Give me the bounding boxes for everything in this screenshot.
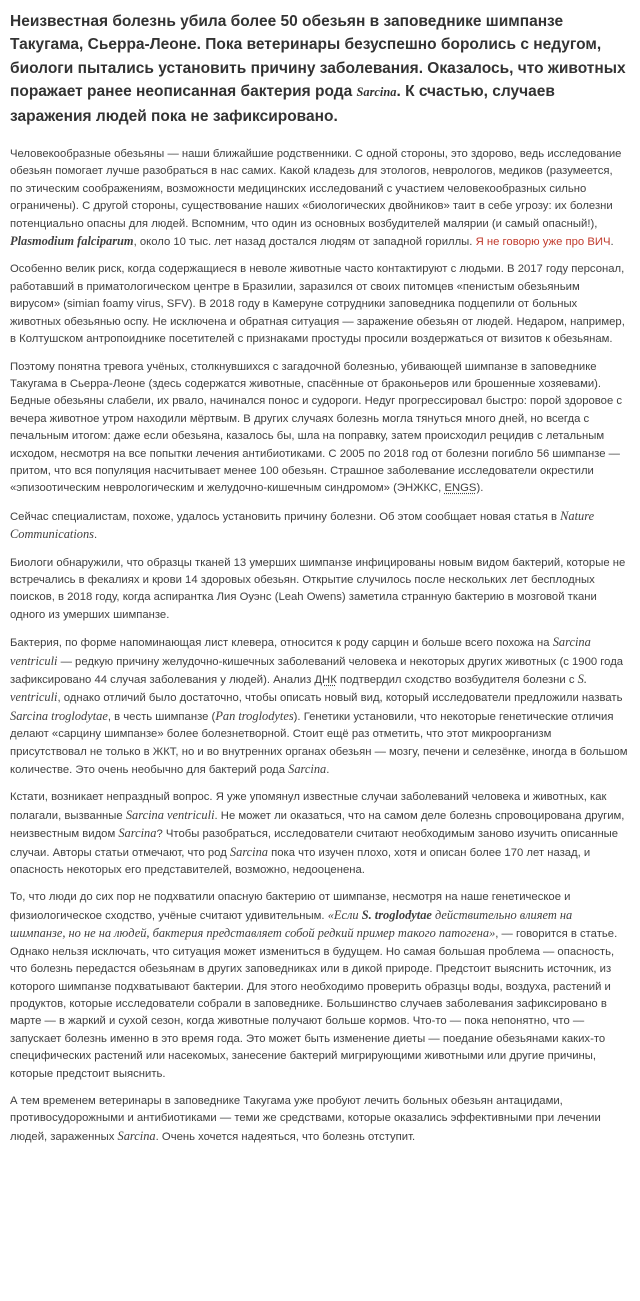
dna-abbreviation[interactable]: ДНК bbox=[314, 674, 337, 686]
quote: «Если S. troglodytae действительно влияет на шимпанзе, но не на людей, бактерия представляет собой редкий пример такого патогена» bbox=[10, 907, 573, 941]
paragraph-4: Сейчас специалистам, похоже, удалось установить причину болезни. Об этом сообщает новая статья в Nature Communications. bbox=[10, 508, 595, 542]
paragraph-2: Особенно велик риск, когда содержащиеся в неволе животные часто контактируют с людьми. В 2017 году персонал, работавший в приматологическом центре в Бразилии, заразился от своих питомцев «пенистым обезьяньим вирусом» (simian foamy virus, SFV). В 2018 году в Камеруне сотрудники заповедника подцепили от больных животных обезьянью оспу. Не исключена и обратная ситуация — заражение обезьян от людей. Недаром, например, в Колтушском антропоиднике посетителей с признаками простуды просили воздержаться от визитов к обезьянам. bbox=[10, 263, 625, 346]
lead-paragraph bbox=[10, 10, 628, 128]
paragraph-3: Поэтому понятна тревога учёных, столкнувшихся с загадочной болезнью, убивающей шимпанзе в заповеднике Такугама в Сьерра-Леоне (здесь содержатся животные, спасённые от браконьеров или брошенные хозяевами). Бедные обезьяны слабели, их рвало, начинался понос и судороги. Недуг прогрессировал быстро: порой здоровое с вечера животное утром находили мёртвым. В других случаях болезнь могла тянуться много дней, но всегда с печальным итогом: даже если обезьяна, казалось бы, шла на поправку, затем происходил рецидив с летальным исходом, несмотря на все попытки лечения антибиотиками. С 2005 по 2018 год от болезни погибло 56 шимпанзе — притом, что вся популяция насчитывает менее 100 обезьян. Страшное заболевание исследователи окрестили «эпизоотическим неврологическим и желудочно-кишечным синдромом» (ЭНЖКС, ENGS). bbox=[10, 360, 623, 495]
paragraph-6: Бактерия, по форме напоминающая лист клевера, относится к роду сарцин и больше всего похожа на Sarcina ventriculi — редкую причину желудочно-кишечных заболеваний человека и некоторых других животных (с 1900 года зафиксировано 44 случая заболевания у людей). Анализ ДНК подтвердил сходство возбудителя болезни с S. ventriculi, однако отличий было достаточно, чтобы описать новый вид, который исследователи предложили назвать Sarcina troglodytae, в честь шимпанзе (Pan troglodytes). Генетики установили, что некоторые генетические отличия делают «сарцину шимпанзе» более болезнетворной. Стоит ещё раз отметить, что этот микроорганизм присутствовал не только в ЖКТ, но и во внутренних органах обезьян — мозгу, печени и селезёнке, иногда в большом количестве. Это очень необычно для бактерий рода Sarcina. bbox=[10, 635, 628, 777]
genus-name: Sarcina bbox=[229, 844, 269, 859]
species-name: Pan troglodytes bbox=[215, 708, 294, 723]
paragraph-9: А тем временем ветеринары в заповеднике Такугама уже пробуют лечить больных обезьян антацидами, противосудорожными и антибиотиками — теми же средствами, которые оказались эффективными при лечении людей, зараженных Sarcina. Очень хочется надеяться, что болезнь отступит. bbox=[10, 1094, 601, 1143]
journal-name: Nature Communications bbox=[10, 508, 595, 542]
species-name: Sarcina ventriculi bbox=[125, 807, 215, 822]
species-name: Sarcina troglodytae bbox=[10, 708, 108, 723]
paragraph-8: То, что люди до сих пор не подхватили опасную бактерию от шимпанзе, несмотря на наше генетическое и физиологическое сходство, учёные считают удивительным. «Если S. troglodytae действительно влияет на шимпанзе, но не на людей, бактерия представляет собой редкий пример такого патогена», — говорится в статье. Однако нельзя исключать, что ситуация может измениться в будущем. Но самая большая проблема — опасность, что болезнь передастся обезьянам в других заповедниках или в дикой природе. Предстоит выяснить источник, из которого шимпанзе подхватывают бактерии. Для этого необходимо проверить образцы воды, воздуха, растений и продуктов, которые исследователи собрали в заповеднике. Большинство случаев заболевания зафиксировано в марте — в жаркий и сухой сезон, когда животные получают больше кормов. Что-то — пока непонятно, что — запускает болезнь именно в это время года. Это может быть изменение диеты — поедание обезьянами каких-то специфических растений или насекомых, занесение бактерий мигрирующими животными или другие причины, которые предстоит выяснить. bbox=[10, 891, 618, 1080]
species-name: Sarcina ventriculi bbox=[10, 635, 591, 668]
lead-text: . К счастью, случаев заражения людей пока не зафиксировано. bbox=[10, 83, 555, 125]
paragraph-5: Биологи обнаружили, что образцы тканей 13 умерших шимпанзе инфицированы новым видом бактерий, которые не встречались в фекалиях и крови 14 здоровых обезьян. Открытие случилось после нескольких лет бесплодных поисков, в 2018 году, когда аспирантка Лия Оуэнс (Leah Owens) заметила странную бактерию в мозговой ткани одного из умерших шимпанзе. bbox=[10, 556, 626, 621]
genus-name: Sarcina bbox=[288, 762, 327, 777]
species-name: S. troglodytae bbox=[361, 907, 432, 922]
lead-text: Неизвестная болезнь убила более 50 обезьян в заповеднике шимпанзе Такугама, Сьерра-Леоне. Пока ветеринары безуспешно боролись с недугом, биологи пытались установить причину заболевания. Оказалось, что животных поражает ранее неописанная бактерия рода bbox=[10, 13, 626, 101]
engs-abbreviation[interactable]: ENGS bbox=[444, 482, 477, 495]
paragraph-1: Человекообразные обезьяны — наши ближайшие родственники. С одной стороны, это здорово, ведь исследование обезьян помогает лучше разобраться в нас самих. Какой кладезь для этологов, неврологов, медиков (разумеется, по этическим соображениям, возможности медицинских исследований с участием человекообразных сильно ограничены). С другой стороны, существование наших «биологических двойников» таит в себе угрозу: их болезни потенциально опасны для людей. Вспомним, что один из основных возбудителей малярии (и самый опасный!), Plasmodium falciparum, около 10 тыс. лет назад достался людям от западной гориллы. Я не говорю уже про ВИЧ. bbox=[10, 148, 622, 249]
hiv-article-link[interactable]: Я не говорю уже про ВИЧ bbox=[475, 236, 611, 249]
species-name: S. ventriculi bbox=[10, 672, 587, 705]
genus-name: Sarcina bbox=[118, 826, 157, 841]
paragraph-7: Кстати, возникает непраздный вопрос. Я уже упомянул известные случаи заболеваний человека и животных, как полагали, вызванные Sarcina ventriculi. Не может ли оказаться, что на самом деле болезнь спровоцирована другим, неизвестным видом Sarcina? Чтобы разобраться, исследователи считают необходимым заново изучить описанные случаи. Авторы статьи отмечают, что род Sarcina пока что изучен плохо, хотя и описан более 170 лет назад, и опасность некоторых его представителей, возможно, недооценена. bbox=[10, 791, 625, 877]
genus-name: Sarcina bbox=[356, 85, 397, 100]
genus-name: Sarcina bbox=[117, 1128, 156, 1143]
species-name: Plasmodium falciparum bbox=[10, 234, 134, 249]
